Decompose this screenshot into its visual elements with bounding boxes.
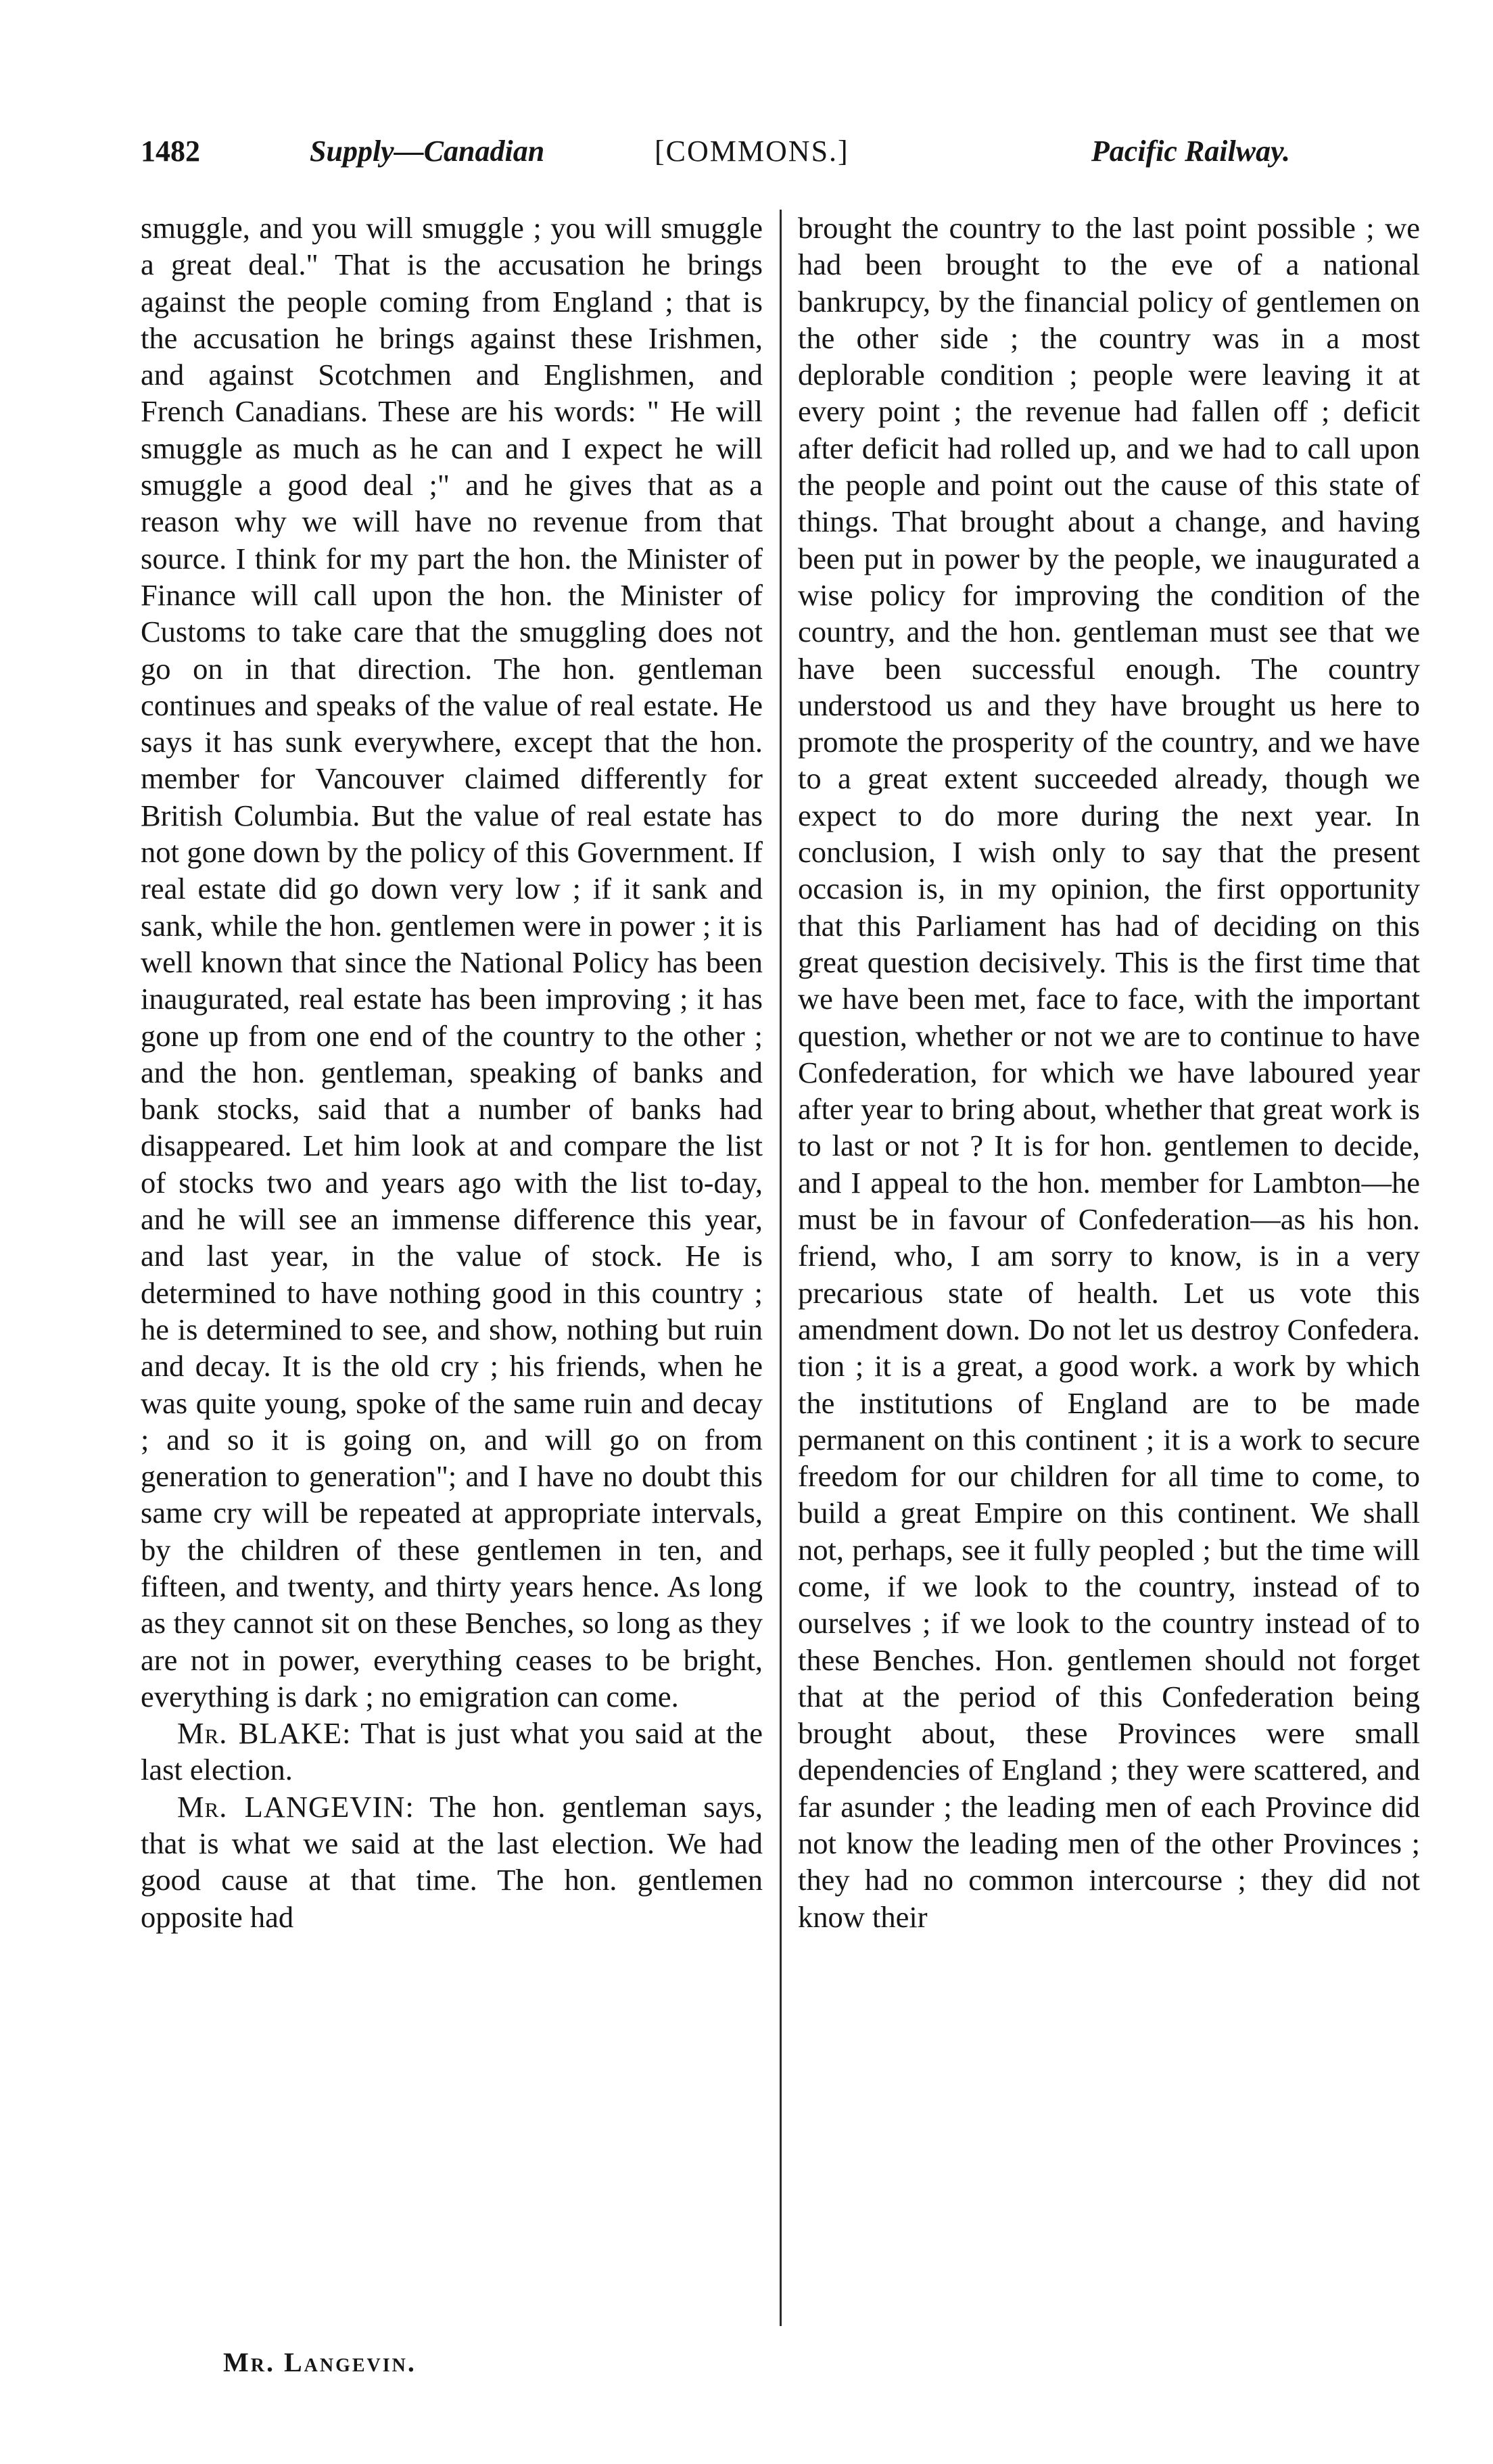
column-divider [780,210,782,2326]
right-paragraph-1: brought the country to the last point possible ; we had been brought to the eve of a national bankrupcy, by the financial policy of gentlemen on the other side ; the country was in a most deplorable condition ; people were leaving it at every point ; the revenue had fallen off ; deficit after deficit had rolled up, and we had to call upon the people and point out the cause of this state of things. That brought about a change, and having been put in power by the people, we inaugurated a wise policy for improving the condition of the country, and the hon. gentleman must see that we have been successful enough. The country understood us and they have brought us here to promote the prosperity of the country, and we have to a great extent succeeded already, though we expect to do more during the next year. In conclusion, I wish only to say that the present occasion is, in my opinion, the first opportunity that this Parliament has had of deciding on this great question decisively. This is the first time that we have been met, face to face, with the important question, whether or not we are to continue to have Confederation, for which we have laboured year after year to bring about, whether that great work is to last or not ? It is for hon. gentlemen to decide, and I appeal to the hon. member for Lambton—he must be in favour of Confederation—as his hon. friend, who, I am sorry to know, is in a very precarious state of health. Let us vote this amendment down. Do not let us destroy Confedera. tion ; it is a great, a good work. a work by which the institutions of England are to be made permanent on this continent ; it is a work to secure freedom for our children for all time to come, to build a great Empire on this continent. We shall not, perhaps, see it fully peopled ; but the time will come, if we look to the country, instead of to ourselves ; if we look to the country instead of to these Benches. Hon. gentlemen should not forget that at the period of this Confederation being brought about, these Provinces were small dependencies of England ; they were scattered, and far asunder ; the leading men of each Province did not know the leading men of the other Provinces ; they had no common intercourse ; they did not know their [798,211,1420,1934]
blake-speech [141,1715,763,1788]
langevin-speech-text: : The hon. gentleman says, that is what we said at the last election. We had good cause at that time. The hon. gentlemen opposite had [141,1789,763,1934]
langevin-speech [141,1788,763,1935]
right-column [798,210,1420,1935]
page-header [141,134,1290,181]
speaker-blake: Mr. BLAKE [177,1716,343,1751]
running-title-left: Supply—Canadian [310,135,545,168]
page-number: 1482 [141,135,200,168]
running-title-center: [COMMONS.] [655,135,849,168]
text-columns [141,210,1420,2319]
speaker-langevin: Mr. LANGEVIN [177,1789,406,1824]
left-column [141,210,763,1935]
page-footer-signature: Mr. Langevin. [223,2347,417,2377]
running-title-right: Pacific Railway. [1091,135,1290,168]
blake-speech-text: : That is just what you said at the last election. [141,1716,763,1787]
left-paragraph-1: smuggle, and you will smuggle ; you will smuggle a great deal." That is the accusation he brings against the people coming from England ; that is the accusation he brings against these Irishmen, and against Scotchmen and Englishmen, and French Canadians. These are his words: " He will smuggle as much as he can and I expect he will smuggle a good deal ;" and he gives that as a reason why we will have no revenue from that source. I think for my part the hon. the Minister of Finance will call upon the hon. the Minister of Customs to take care that the smuggling does not go on in that direction. The hon. gentleman continues and speaks of the value of real estate. He says it has sunk everywhere, except that the hon. member for Vancouver claimed differently for British Columbia. But the value of real estate has not gone down by the policy of this Government. If real estate did go down very low ; if it sank and sank, while the hon. gentlemen were in power ; it is well known that since the National Policy has been inaugurated, real estate has been improving ; it has gone up from one end of the country to the other ; and the hon. gentleman, speaking of banks and bank stocks, said that a number of banks had disappeared. Let him look at and compare the list of stocks two and years ago with the list to-day, and he will see an immense difference this year, and last year, in the value of stock. He is determined to have nothing good in this country ; he is determined to see, and show, nothing but ruin and decay. It is the old cry ; his friends, when he was quite young, spoke of the same ruin and decay ; and so it is going on, and will go on from generation to generation"; and I have no doubt this same cry will be repeated at appropriate intervals, by the children of these gentlemen in ten, and fifteen, and twenty, and thirty years hence. As long as they cannot sit on these Benches, so long as they are not in power, everything ceases to be bright, everything is dark ; no emigration can come. [141,211,763,1713]
